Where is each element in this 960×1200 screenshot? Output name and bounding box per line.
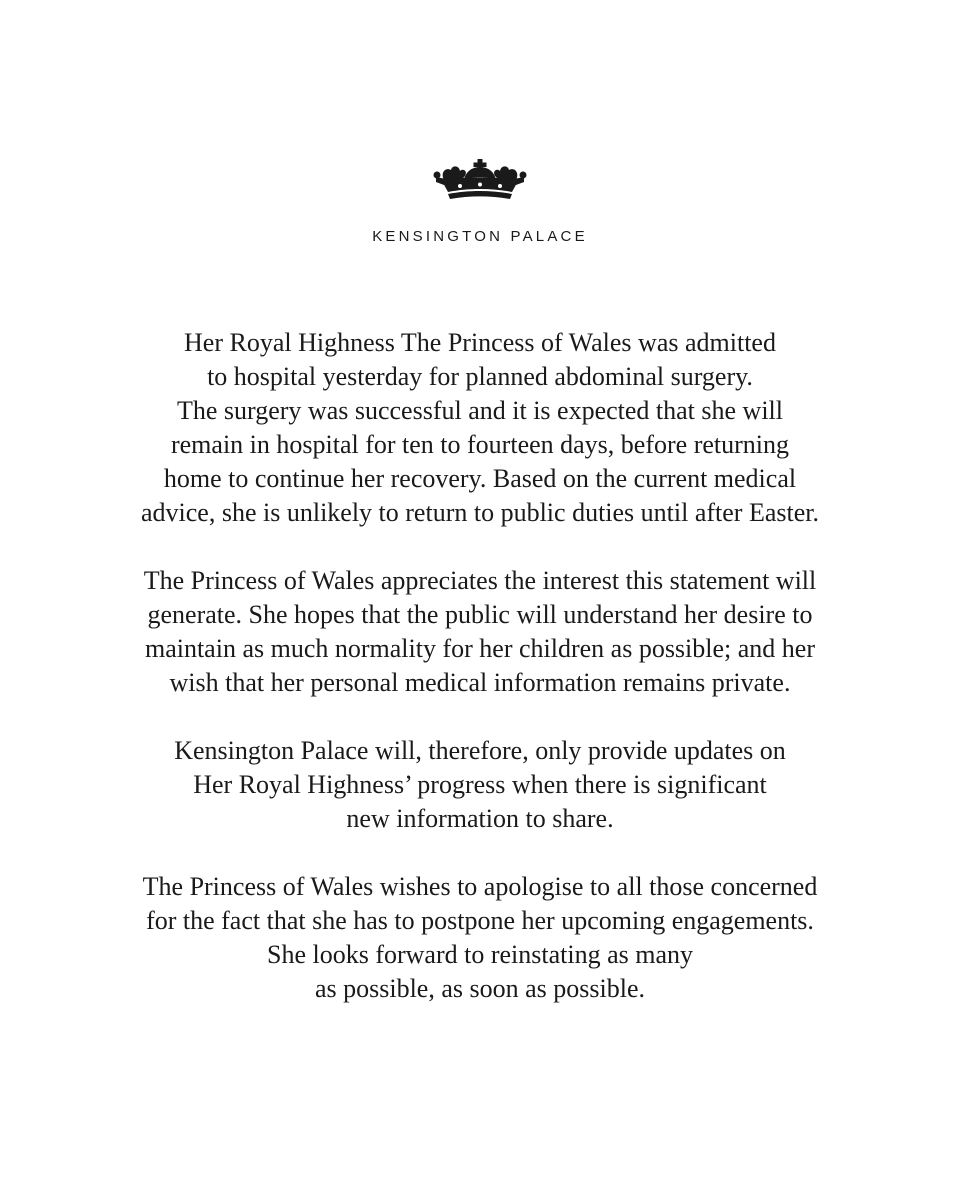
statement-line: The Princess of Wales appreciates the interest this statement will xyxy=(143,566,817,595)
statement-line: maintain as much normality for her children as possible; and her xyxy=(144,634,816,663)
statement-line: Kensington Palace will, therefore, only provide updates on xyxy=(174,736,786,765)
crown-icon xyxy=(430,158,530,206)
statement-line: Her Royal Highness’ progress when there is significant xyxy=(193,770,767,799)
statement-line: new information to share. xyxy=(346,804,614,833)
statement-line: home to continue her recovery. Based on the current medical xyxy=(163,464,797,493)
organization-name: KENSINGTON PALACE xyxy=(372,228,588,245)
statement-paragraph xyxy=(40,326,920,530)
statement-line: Her Royal Highness The Princess of Wales was admitted xyxy=(184,328,776,357)
statement-line: She looks forward to reinstating as many xyxy=(266,940,694,969)
statement-line: as possible, as soon as possible. xyxy=(314,974,646,1003)
statement-line: generate. She hopes that the public will understand her desire to xyxy=(147,600,813,629)
statement-line: remain in hospital for ten to fourteen days, before returning xyxy=(170,430,790,459)
statement-paragraph xyxy=(40,870,920,1006)
statement-line: for the fact that she has to postpone her upcoming engagements. xyxy=(146,906,814,935)
statement-paragraph xyxy=(40,734,920,836)
statement-body xyxy=(40,326,920,1006)
statement-line: advice, she is unlikely to return to public duties until after Easter. xyxy=(141,498,819,527)
statement-line: The surgery was successful and it is expected that she will xyxy=(176,396,784,425)
statement-paragraph xyxy=(40,564,920,700)
statement-line: wish that her personal medical information remains private. xyxy=(169,668,791,697)
statement-line: to hospital yesterday for planned abdominal surgery. xyxy=(207,362,753,391)
statement-line: The Princess of Wales wishes to apologise to all those concerned xyxy=(142,872,818,901)
